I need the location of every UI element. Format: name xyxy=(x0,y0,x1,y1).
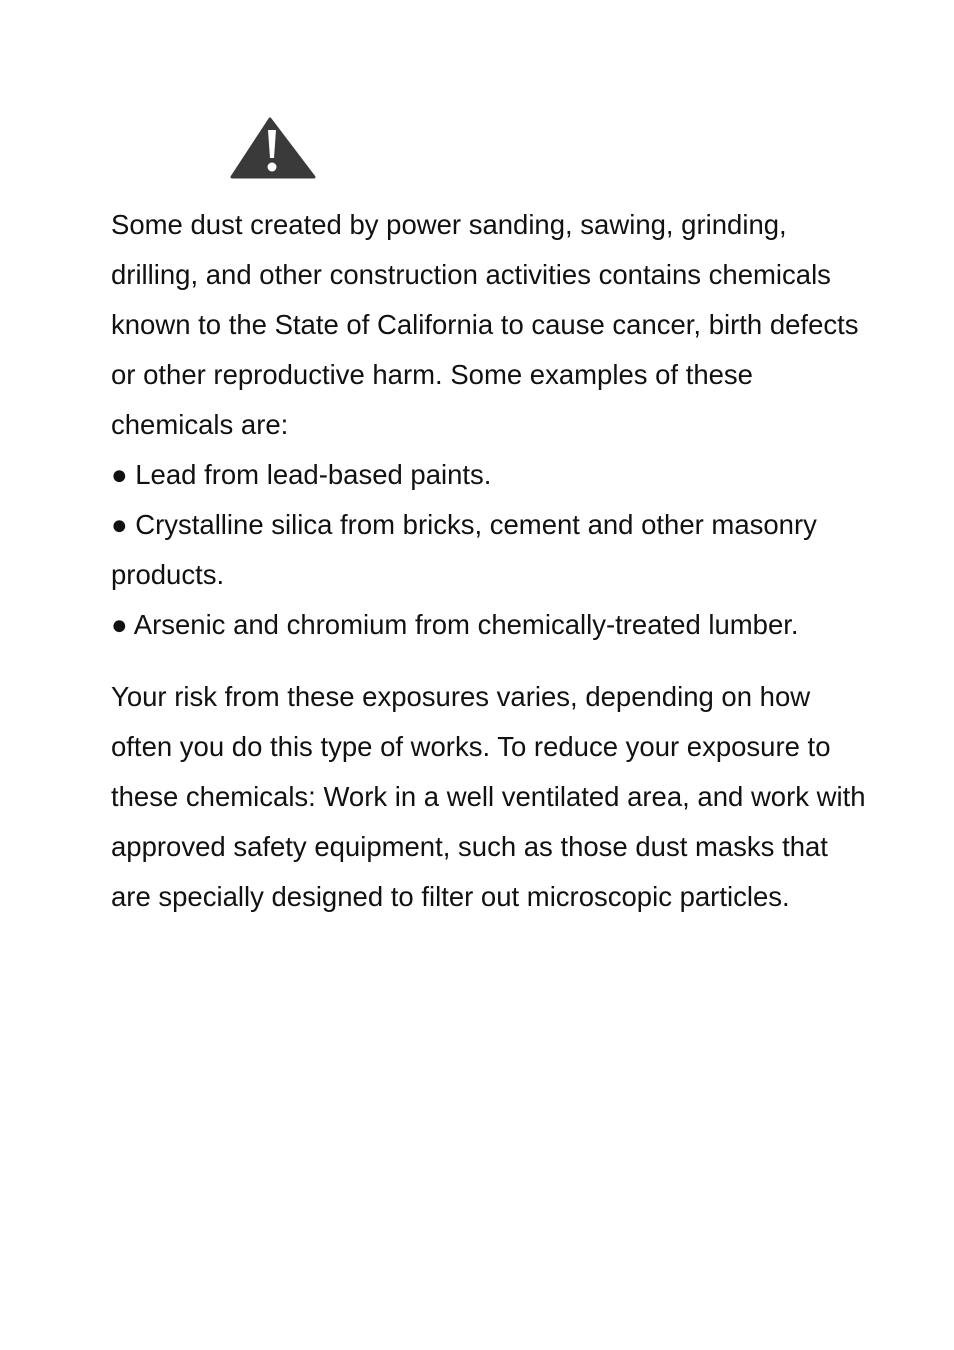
list-item: ● Crystalline silica from bricks, cement and other masonry products. xyxy=(111,509,817,590)
intro-paragraph: Some dust created by power sanding, sawing, grinding, drilling, and other construction activities contains chemicals known to the State of California to cause cancer, birth defects or other reproductive harm. Some examples of these chemicals are: xyxy=(111,209,859,440)
advice-paragraph: Your risk from these exposures varies, depending on how often you do this type of works. To reduce your exposure to these chemicals: Work in a well ventilated area, and work with approved safety equipment, such as those dust masks that are specially designed to filter out microscopic particles. xyxy=(111,681,866,912)
list-item: ● Lead from lead-based paints. xyxy=(111,459,492,490)
warning-triangle-icon xyxy=(228,116,316,180)
examples-list xyxy=(111,450,871,650)
list-item: ● Arsenic and chromium from chemically-treated lumber. xyxy=(111,609,799,640)
warning-text xyxy=(111,200,871,922)
